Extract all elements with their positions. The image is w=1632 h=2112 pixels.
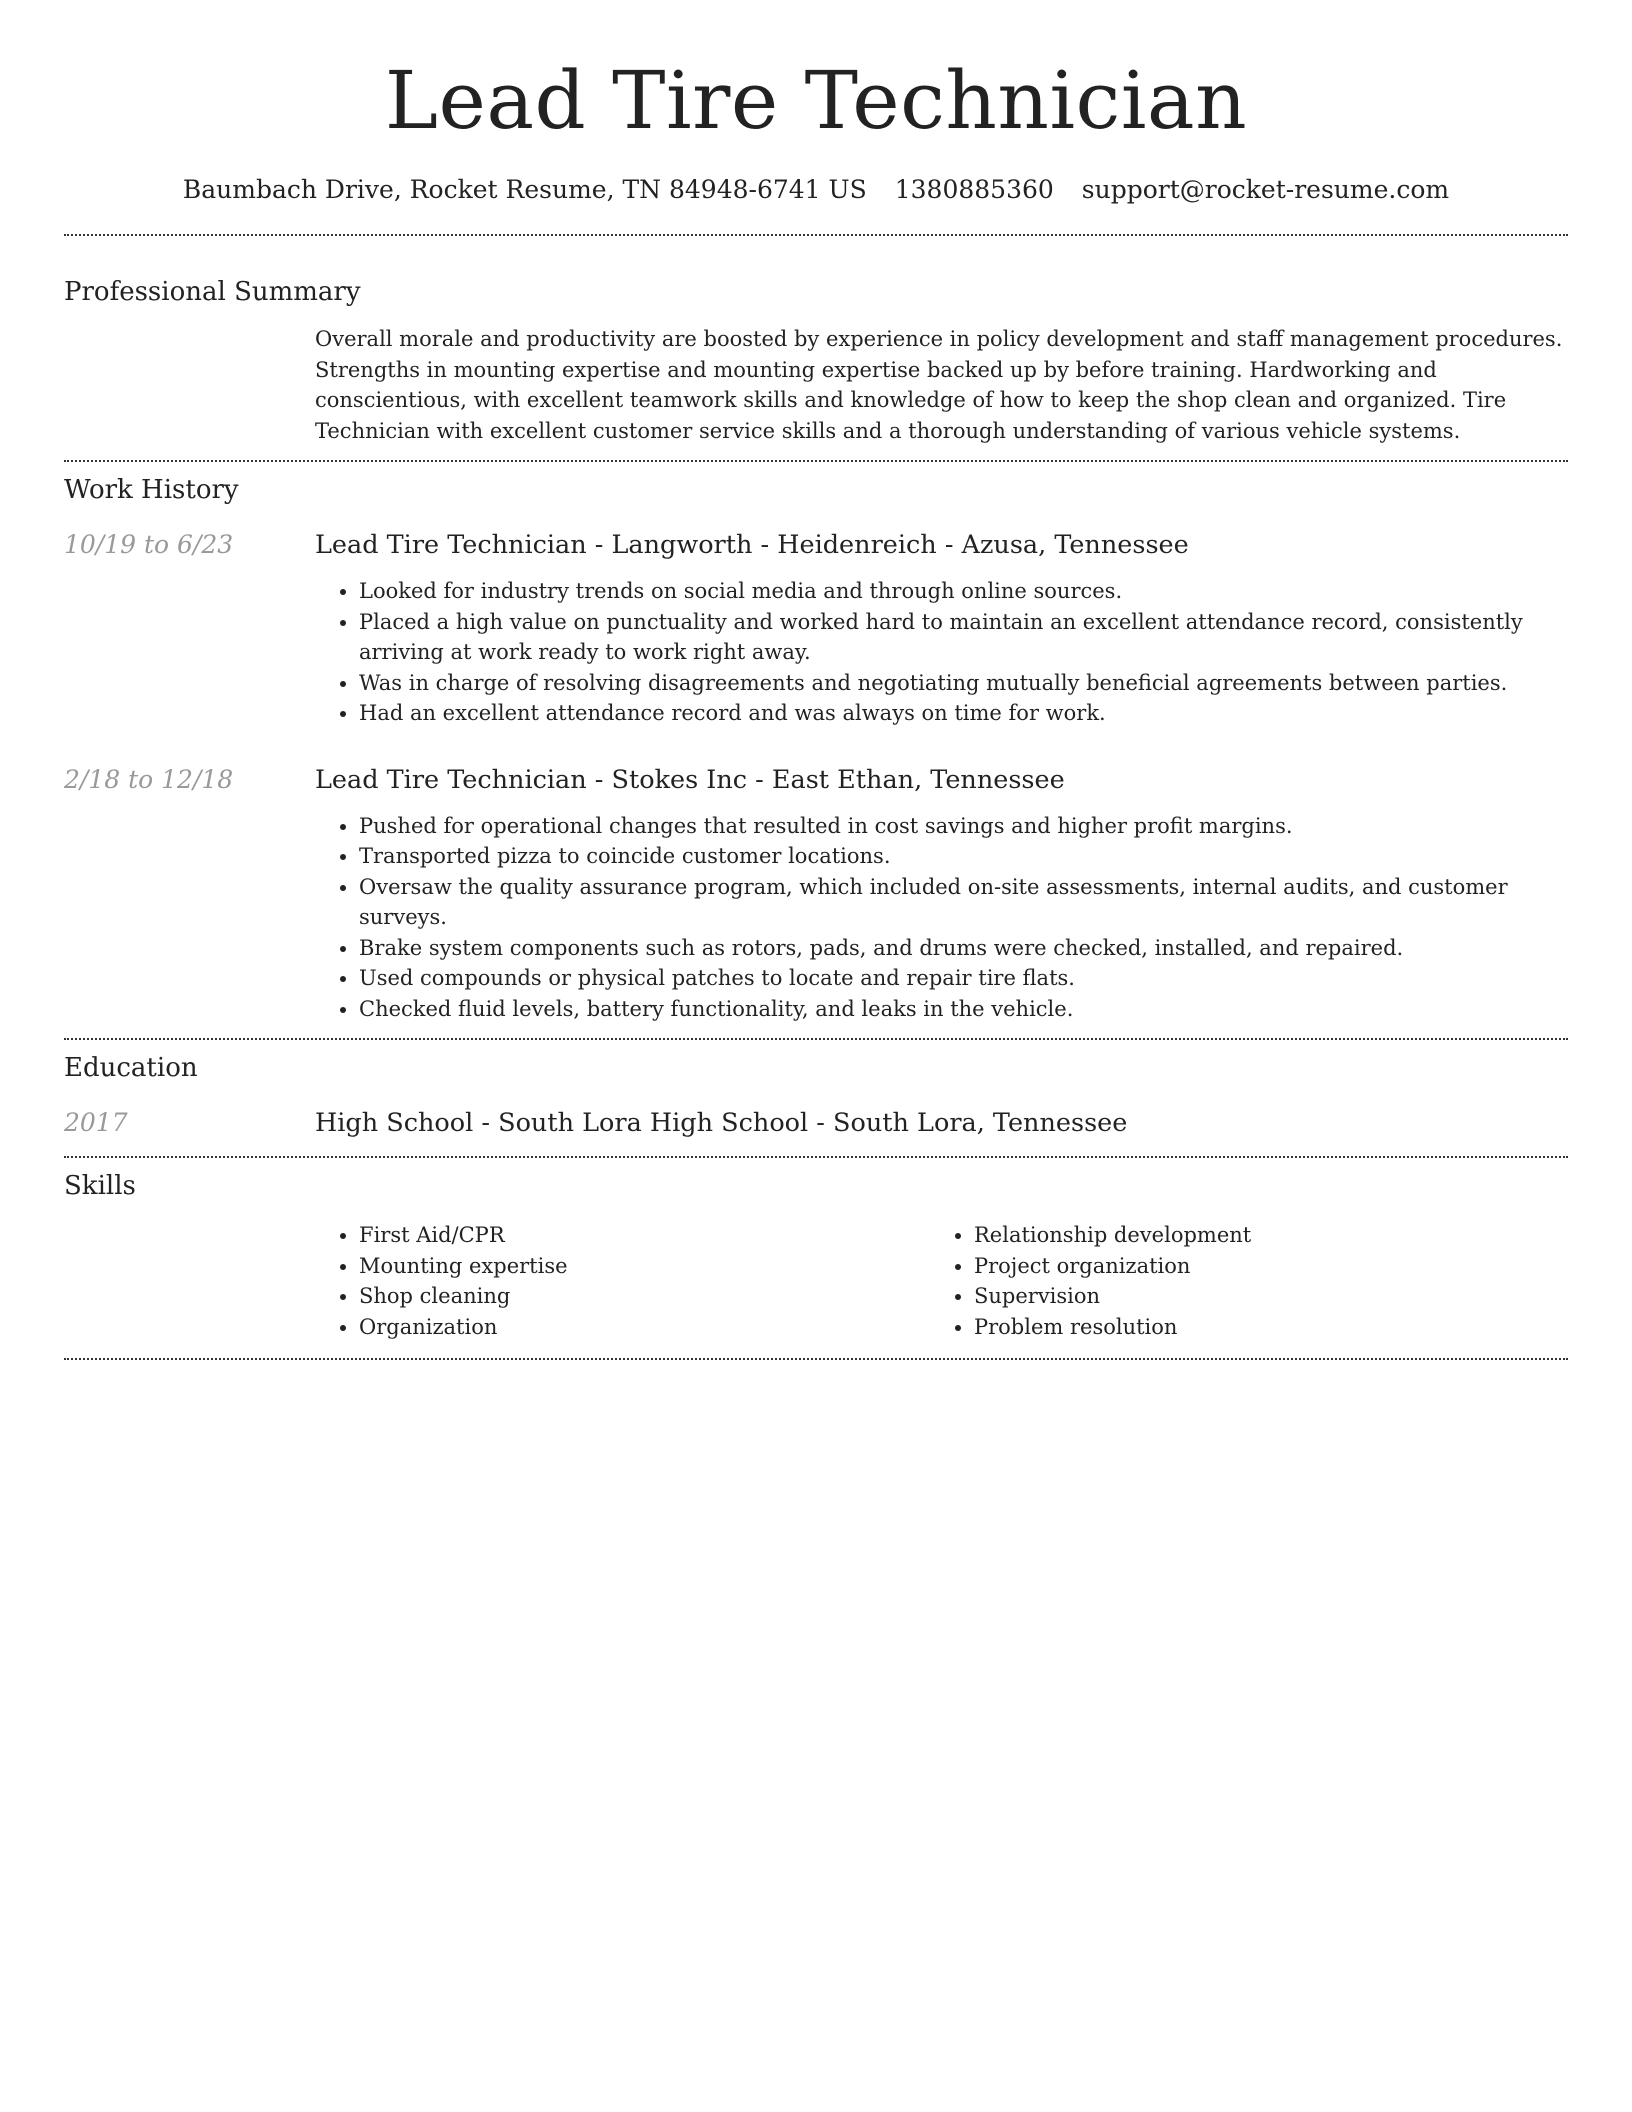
section-divider: [64, 460, 1568, 462]
contact-phone: 1380885360: [894, 175, 1054, 204]
summary-section: [64, 274, 1568, 446]
job-bullet: • Placed a high value on punctuality and worked hard to maintain an excellent attendance record, consistently arriving at work ready to work right away.: [359, 607, 1568, 668]
education-year: 2017: [64, 1108, 128, 1137]
skills-column-left: [315, 1220, 930, 1342]
job-bullets: [315, 576, 1568, 729]
skills-list: [315, 1220, 930, 1342]
job-bullet: • Checked fluid levels, battery functionality, and leaks in the vehicle.: [359, 994, 1568, 1025]
contact-email[interactable]: support@rocket-resume.com: [1081, 175, 1450, 204]
skill-item: • Shop cleaning: [359, 1281, 930, 1312]
section-divider: [64, 1358, 1568, 1360]
job-bullet: • Was in charge of resolving disagreements and negotiating mutually beneficial agreements between parties.: [359, 668, 1568, 699]
job-bullet: • Oversaw the quality assurance program, which included on-site assessments, internal audits, and customer surveys.: [359, 872, 1568, 933]
skills-section: [64, 1168, 1568, 1342]
skill-item: • Project organization: [974, 1251, 1545, 1282]
job-dates: 10/19 to 6/23: [64, 530, 234, 559]
job-bullet: • Pushed for operational changes that resulted in cost savings and higher profit margins.: [359, 811, 1568, 842]
job-bullets: [315, 811, 1568, 1025]
skills-columns: [315, 1220, 1568, 1342]
skills-column-right: [930, 1220, 1545, 1342]
contact-line: [64, 172, 1568, 208]
job-bullet: • Brake system components such as rotors, pads, and drums were checked, installed, and repaired.: [359, 933, 1568, 964]
resume-page: [64, 0, 1568, 1360]
job-entry: [64, 763, 1568, 1025]
job-bullet: • Looked for industry trends on social media and through online sources.: [359, 576, 1568, 607]
work-history-section: [64, 472, 1568, 1024]
job-title: Lead Tire Technician - Langworth - Heidenreich - Azusa, Tennessee: [315, 530, 1189, 560]
education-section: [64, 1050, 1568, 1140]
skill-item: • Problem resolution: [974, 1312, 1545, 1343]
skill-item: • Organization: [359, 1312, 930, 1343]
skill-item: • First Aid/CPR: [359, 1220, 930, 1251]
candidate-name: Lead Tire Technician: [384, 54, 1248, 147]
resume-header: [64, 0, 1568, 208]
skill-item: • Mounting expertise: [359, 1251, 930, 1282]
skill-item: • Supervision: [974, 1281, 1545, 1312]
section-divider: [64, 1156, 1568, 1158]
job-bullet: • Had an excellent attendance record and was always on time for work.: [359, 698, 1568, 729]
skills-list: [930, 1220, 1545, 1342]
section-title-work-history: Work History: [64, 475, 239, 505]
section-divider: [64, 1038, 1568, 1040]
skill-item: • Relationship development: [974, 1220, 1545, 1251]
education-entry: [64, 1106, 1568, 1140]
section-title-skills: Skills: [64, 1171, 136, 1201]
contact-address: Baumbach Drive, Rocket Resume, TN 84948-6741 US: [182, 175, 867, 204]
job-bullet: • Used compounds or physical patches to locate and repair tire flats.: [359, 963, 1568, 994]
job-entry: [64, 528, 1568, 729]
section-title-summary: Professional Summary: [64, 277, 361, 307]
job-dates: 2/18 to 12/18: [64, 764, 234, 794]
education-title: High School - South Lora High School - South Lora, Tennessee: [315, 1108, 1128, 1138]
job-title: Lead Tire Technician - Stokes Inc - East Ethan, Tennessee: [315, 764, 1065, 795]
section-title-education: Education: [64, 1053, 198, 1083]
summary-text: Overall morale and productivity are boosted by experience in policy development and staff management procedures. Strengths in mounting expertise and mounting expertise backed up by before training. Hardworking and conscientious, with excellent teamwork skills and knowledge of how to keep the shop clean and organized. Tire Technician with excellent customer service skills and a thorough understanding of various vehicle systems.: [315, 327, 1563, 443]
section-divider: [64, 234, 1568, 236]
job-bullet: • Transported pizza to coincide customer locations.: [359, 841, 1568, 872]
